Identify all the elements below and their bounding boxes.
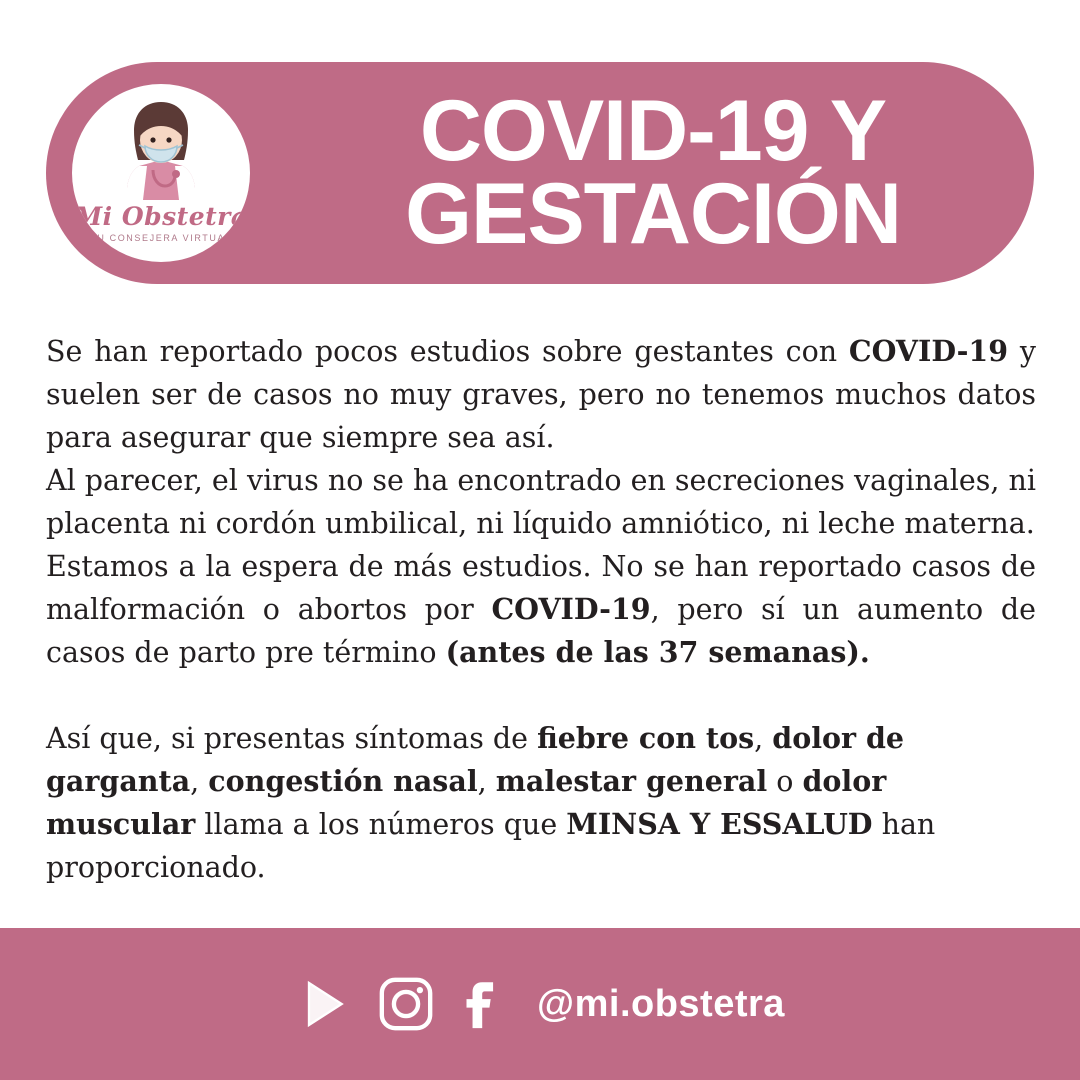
page-title-line-1: COVID-19 Y (419, 83, 887, 180)
p4-text-c: , (190, 765, 209, 798)
play-store-icon[interactable] (295, 976, 351, 1032)
instagram-icon[interactable] (377, 975, 435, 1033)
paragraph-2: Al parecer, el virus no se ha encontrado en secreciones vaginales, ni placenta ni cordón umbilical, ni líquido amniótico, ni leche materna. (46, 464, 1036, 540)
obstetra-avatar-icon (115, 98, 207, 202)
paragraph-4 (46, 717, 1036, 889)
p1-text-b: y suelen ser de casos no muy graves, pero no tenemos muchos datos para asegurar que siempre sea así. (46, 335, 1036, 454)
p4-text-e: o (767, 765, 803, 798)
p3-text-a: Estamos a la espera de más estudios. No se han reportado casos de malformación o abortos por (46, 550, 1036, 626)
p4-text-b: , (754, 722, 773, 755)
p3-text-b: , pero sí un aumento de casos de parto pre término (46, 593, 1036, 669)
p4-text-g: han proporcionado. (46, 808, 936, 884)
header-banner (46, 62, 1034, 284)
footer-bar (0, 928, 1080, 1080)
facebook-icon[interactable] (461, 975, 501, 1033)
p1-text-a: Se han reportado pocos estudios sobre gestantes con (46, 335, 849, 368)
social-handle[interactable]: @mi.obstetra (537, 982, 785, 1025)
page-title (272, 83, 1034, 262)
page-title-line-2: GESTACIÓN (405, 166, 901, 262)
p4-bold-minsa: MINSA Y ESSALUD (566, 807, 873, 841)
p3-bold-covid: COVID-19 (491, 592, 651, 626)
logo-tagline: TU CONSEJERA VIRTUAL (90, 233, 232, 243)
paragraph-3 (46, 545, 1036, 674)
logo-badge (72, 84, 250, 262)
p4-text-f: llama a los números que (195, 808, 567, 841)
paragraph-spacer (46, 674, 1036, 717)
p4-bold-fiebre: fiebre con tos (537, 721, 755, 755)
logo-brand-text: Mi Obstetra (74, 202, 248, 231)
p4-bold-malestar: malestar general (495, 764, 768, 798)
p4-text-a: Así que, si presentas síntomas de (46, 722, 538, 755)
article-body (46, 330, 1036, 889)
paragraph-1 (46, 330, 1036, 459)
p4-text-d: , (477, 765, 496, 798)
p4-bold-congestion: congestión nasal (208, 764, 478, 798)
p4-bold-muscular: dolor muscular (46, 764, 887, 841)
p1-bold-covid: COVID-19 (848, 334, 1009, 368)
p4-bold-garganta: dolor de garganta (46, 721, 905, 798)
p3-bold-semanas: (antes de las 37 semanas). (445, 635, 870, 669)
